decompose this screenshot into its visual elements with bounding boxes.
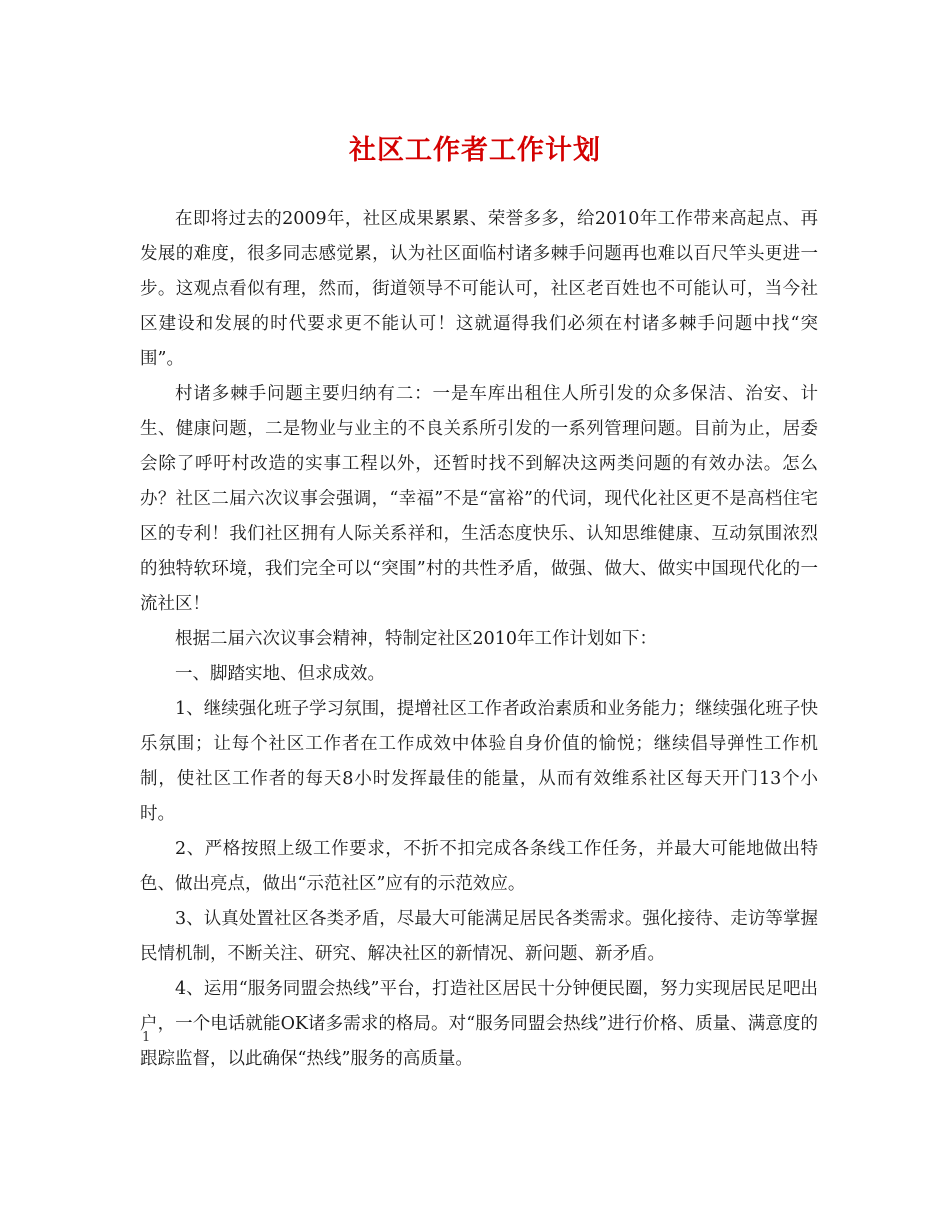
list-item-1: 1、继续强化班子学习氛围，提增社区工作者政治素质和业务能力；继续强化班子快乐氛围；让每个社区工作者在工作成效中体验自身价值的愉悦；继续倡导弹性工作机制，使社区工作者的每天8小时发挥最佳的能量，从而有效维系社区每天开门13个小时。 bbox=[140, 699, 818, 824]
page-number: 1 bbox=[142, 1030, 151, 1045]
list-item-2: 2、严格按照上级工作要求，不折不扣完成各条线工作任务，并最大可能地做出特色、做出亮点，做出“示范社区”应有的示范效应。 bbox=[140, 839, 818, 894]
document-title: 社区工作者工作计划 bbox=[349, 135, 601, 166]
paragraph-plan-intro: 根据二届六次议事会精神，特制定社区2010年工作计划如下： bbox=[175, 629, 658, 649]
list-item-3: 3、认真处置社区各类矛盾，尽最大可能满足居民各类需求。强化接待、走访等掌握民情机制，不断关注、研究、解决社区的新情况、新问题、新矛盾。 bbox=[140, 909, 818, 964]
paragraph-problems: 村诸多棘手问题主要归纳有二：一是车库出租住人所引发的众多保洁、治安、计生、健康问题，二是物业与业主的不良关系所引发的一系列管理问题。目前为止，居委会除了呼吁村改造的实事工程以外，还暂时找不到解决这两类问题的有效办法。怎么办？社区二届六次议事会强调，“幸福”不是“富裕”的代词，现代化社区更不是高档住宅区的专利！我们社区拥有人际关系祥和，生活态度快乐、认知思维健康、互动氛围浓烈的独特软环境，我们完全可以“突围”村的共性矛盾，做强、做大、做实中国现代化的一流社区！ bbox=[140, 384, 818, 614]
document-body bbox=[140, 202, 818, 1077]
list-item-4: 4、运用“服务同盟会热线”平台，打造社区居民十分钟便民圈，努力实现居民足吧出户，一个电话就能OK诸多需求的格局。对“服务同盟会热线”进行价格、质量、满意度的跟踪监督，以此确保“热线”服务的高质量。 bbox=[140, 979, 818, 1069]
section-heading-1: 一、脚踏实地、但求成效。 bbox=[175, 664, 385, 684]
paragraph-intro: 在即将过去的2009年，社区成果累累、荣誉多多，给2010年工作带来高起点、再发展的难度，很多同志感觉累，认为社区面临村诸多棘手问题再也难以百尺竿头更进一步。这观点看似有理，然而，街道领导不可能认可，社区老百姓也不可能认可，当今社区建设和发展的时代要求更不能认可！这就逼得我们必须在村诸多棘手问题中找“突围”。 bbox=[140, 209, 818, 369]
